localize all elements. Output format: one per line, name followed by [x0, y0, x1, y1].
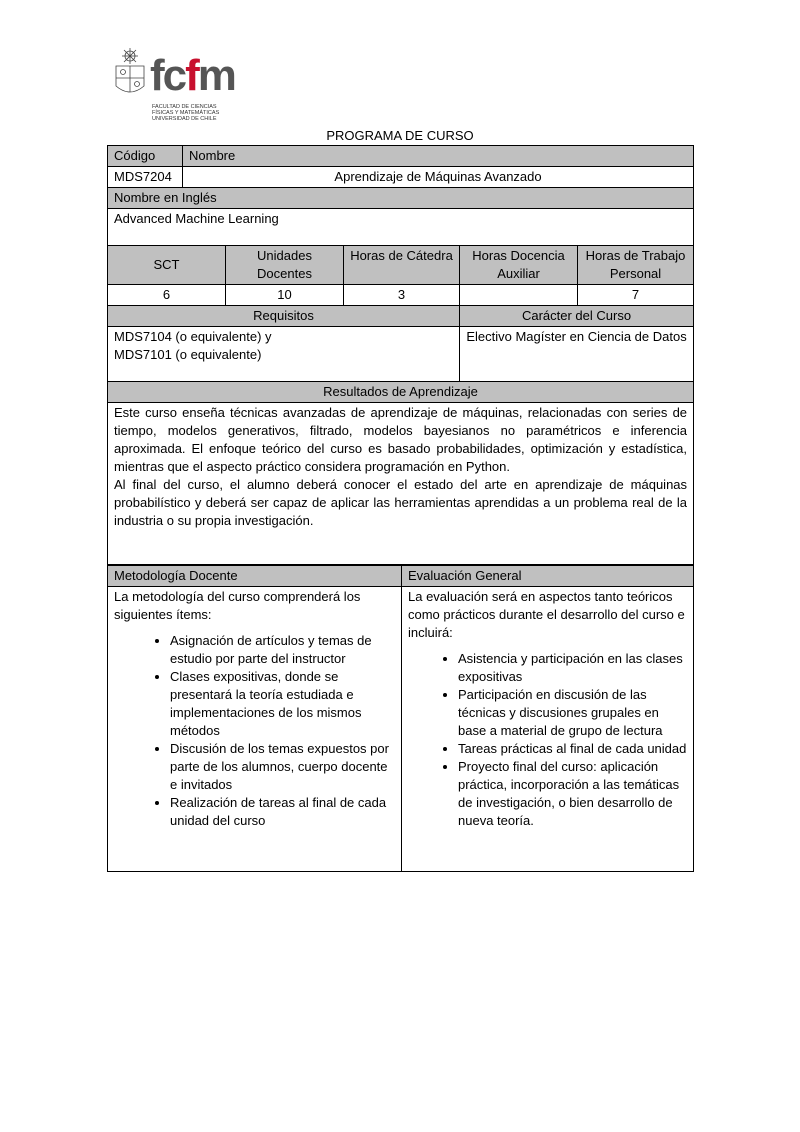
lecture-hours-value: 3: [344, 285, 460, 306]
logo-wordmark: fcfm: [150, 51, 235, 100]
list-item: • Realización de tareas al final de cada unidad del curso: [170, 794, 395, 830]
list-item: • Participación en discusión de las técnicas y discusiones grupales en base a material de grupo de lectura: [458, 686, 687, 740]
methodology-label: Metodología Docente: [108, 566, 402, 587]
course-code: MDS7204: [108, 167, 183, 188]
evaluation-content: [402, 587, 694, 872]
fcfm-logo: [112, 48, 242, 128]
requirements-value: MDS7104 (o equivalente) y MDS7101 (o equivalente): [108, 327, 460, 382]
sct-header: SCT: [108, 246, 226, 285]
personal-work-hours-value: 7: [578, 285, 694, 306]
character-label: Carácter del Curso: [460, 306, 694, 327]
teaching-units-value: 10: [226, 285, 344, 306]
results-label: Resultados de Aprendizaje: [108, 382, 694, 403]
english-name-label: Nombre en Inglés: [108, 188, 694, 209]
list-item: • Tareas prácticas al final de cada unidad: [458, 740, 687, 758]
character-value: Electivo Magíster en Ciencia de Datos: [460, 327, 694, 382]
list-item: • Asistencia y participación en las clases expositivas: [458, 650, 687, 686]
list-item: • Discusión de los temas expuestos por parte de los alumnos, cuerpo docente e invitados: [170, 740, 395, 794]
name-label: Nombre: [183, 146, 694, 167]
evaluation-intro: La evaluación será en aspectos tanto teóricos como prácticos durante el desarrollo del curso e incluirá:: [408, 589, 685, 640]
english-name: Advanced Machine Learning: [108, 209, 694, 246]
code-label: Código: [108, 146, 183, 167]
sct-value: 6: [108, 285, 226, 306]
methodology-intro: La metodología del curso comprenderá los siguientes ítems:: [114, 589, 361, 622]
list-item: • Asignación de artículos y temas de estudio por parte del instructor: [170, 632, 395, 668]
methodology-evaluation-table: [107, 565, 694, 872]
evaluation-list: [408, 650, 687, 830]
course-info-table: [107, 145, 694, 565]
personal-work-hours-header: Horas de Trabajo Personal: [578, 246, 694, 285]
results-paragraph-1: Este curso enseña técnicas avanzadas de aprendizaje de máquinas, relacionadas con series de tiempo, modelos generativos, filtrado, modelos bayesianos no paramétricos e inferencia aproximada. El enfoque teórico del curso es basado probabilidades, optimización y estadística, mientras que el aspecto práctico considera programación en Python.: [114, 405, 688, 474]
results-text: [108, 403, 694, 565]
lecture-hours-header: Horas de Cátedra: [344, 246, 460, 285]
teaching-units-header: Unidades Docentes: [226, 246, 344, 285]
methodology-list: [114, 632, 395, 830]
results-paragraph-2: Al final del curso, el alumno deberá conocer el estado del arte en aprendizaje de máquinas probabilístico y deberá ser capaz de aplicar las herramientas aprendidas a un problema real de la industria o su propia investigación.: [114, 477, 688, 528]
logo-subtitle: FACULTAD DE CIENCIAS FÍSICAS Y MATEMÁTICAS UNIVERSIDAD DE CHILE: [152, 104, 220, 122]
page-title: PROGRAMA DE CURSO: [326, 128, 474, 143]
requirements-label: Requisitos: [108, 306, 460, 327]
course-name: Aprendizaje de Máquinas Avanzado: [183, 167, 694, 188]
auxiliary-hours-value: [460, 285, 578, 306]
methodology-content: [108, 587, 402, 872]
list-item: • Proyecto final del curso: aplicación práctica, incorporación a las temáticas de investigación, o bien desarrollo de nueva teoría.: [458, 758, 687, 830]
evaluation-label: Evaluación General: [402, 566, 694, 587]
university-crest-icon: [112, 48, 148, 100]
auxiliary-hours-header: Horas Docencia Auxiliar: [460, 246, 578, 285]
list-item: • Clases expositivas, donde se presentará la teoría estudiada e implementaciones de los mismos métodos: [170, 668, 395, 740]
